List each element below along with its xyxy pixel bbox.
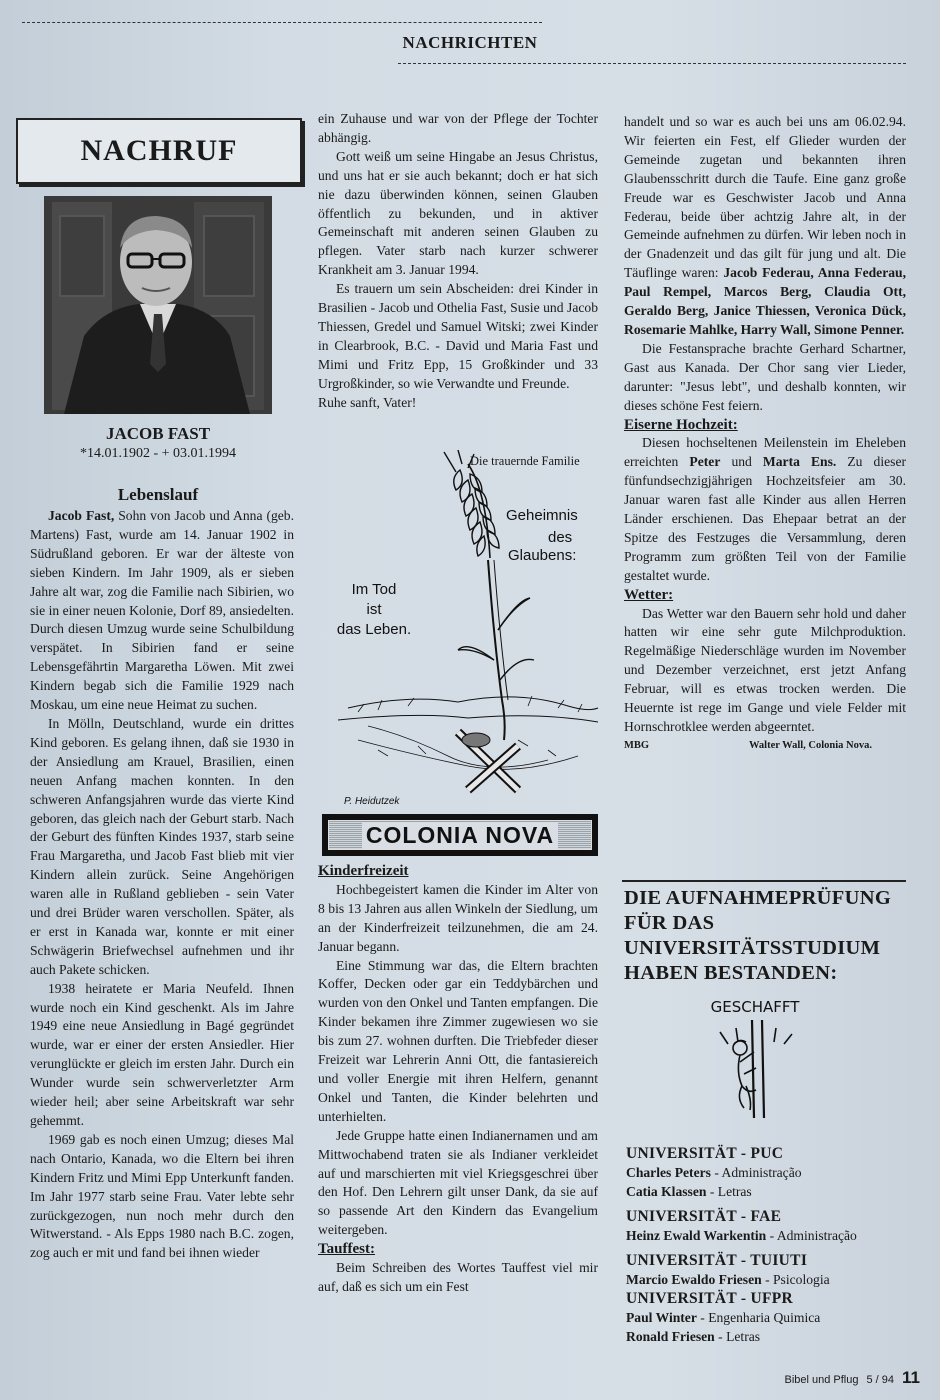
artist-credit: P. Heidutzek — [344, 796, 400, 807]
colonia-nova-banner — [322, 814, 598, 856]
family-signature: Die trauernde Familie — [470, 454, 580, 468]
student-name: Ronald Friesen — [626, 1329, 715, 1344]
student-row — [626, 1270, 916, 1289]
tauffest-heading: Tauffest: — [318, 1241, 375, 1258]
exam-heading: DIE AUFNAHMEPRÜFUNG FÜR DAS UNIVERSITÄTSSTUDIUM HABEN BESTANDEN: — [624, 887, 892, 984]
header-dashed-rule — [398, 63, 906, 64]
student-row — [626, 1226, 916, 1245]
page-footer — [784, 1368, 920, 1388]
nachruf-title-box — [16, 118, 302, 184]
life-dates: *14.01.1902 - + 03.01.1994 — [79, 446, 237, 461]
eiserne-name-marta: Marta Ens. — [762, 454, 837, 470]
colonia-nova-banner-inner — [328, 820, 592, 850]
student-row — [626, 1163, 916, 1182]
eiserne-text-a: Diesen hochseltenen Meilenstein im Eheleben erreichten — [624, 435, 906, 470]
wheat-illustration — [318, 450, 600, 810]
deceased-name: JACOB FAST — [105, 424, 211, 443]
student-row — [626, 1308, 916, 1327]
student-row — [626, 1182, 916, 1201]
festansprache-paragraph: Die Festansprache brachte Gerhard Schartner, Gast aus Kanada. Der Chor sang vier Lieder, darunter: "Jesus lebt", und deshalb konnten, wir dieses schöne Fest feiern. — [624, 340, 906, 413]
bio-paragraph-1-text: Sohn von Jacob und Anna (geb. Martens) Fast, wurde am 14. Januar 1902 in Südrußland geboren. Er war der älteste von sieben Kindern. Im Jahr 1909, als er sieben Jahre alt war, zog die Familie nach Sibirien, wo sie in einer neuen Kolonie, Dorf 89, ansiedelten. Durch diesen Umzug wurde seine Schulbildung verspätet. In Sibirien fand er seine Lebensgefährtin Margaretha Löwen. Mit zwei Kindern begab sich die Familie 1929 nach Moskau, um eine neue Heimat zu suchen. — [30, 508, 295, 713]
student-name: Marcio Ewaldo Friesen — [626, 1272, 762, 1287]
colonia-text — [318, 862, 598, 1297]
tauffest-continued-text: handelt und so war es auch bei uns am 06.02.94. Wir feierten ein Fest, elf Glieder wurden der Gemeinde zugetan und bekannten ihren Glaubensschritt durch die Taufe. Eine ganz große Freude war es Geschwister Jacob und Anna Federau, beide über achtzig Jahre alt, in der Gemeinde aufnehmen zu dürfen. Wir leben noch in der Gnadenzeit und das gilt für jung und alt. Die Täuflinge waren: — [624, 114, 906, 281]
kinder-paragraph-2: Eine Stimmung war das, die Eltern brachten Koffer, Decken oder gar ein Teddybärchen und wurden von den Onkel und Tanten empfangen. Die Kinder bekamen ihre Zimmer zugewiesen wo sie bis zum 27. wohnen durften. Die Triebfeder dieser Freizeit war Lehrerin Anni Ott, die fantasiereich und voller Energie mit ihren Helfern, genannt Onkel und Tanten, die Kinder belehrten und unterhielten. — [318, 957, 598, 1124]
university-heading-puc: UNIVERSITÄT - PUC — [626, 1145, 784, 1162]
portrait-photo — [44, 196, 272, 414]
student-field: - Psicologia — [761, 1272, 830, 1287]
bio-paragraph-2: In Mölln, Deutschland, wurde ein drittes Kind geboren. Es gelang ihnen, daß sie 1930 in der Ansiedlung am Krauel, Brasilien, einen neuen Anfang machen konnten. In den schweren Anfangsjahren wurde das vierte Kind geboren, das gleich nach der Geburt starb. Nach der Geburt des fünften Kindes 1937, starb seine Frau Margaretha, und Jacob Fast blieb mit vier Kindern allein zurück. Seine Angehörigen waren alle in Rußland geblieben - sein Vater und drei Brüder waren verschollen. Später, als er erst in Kanada war, konnte er mit einer Schwägerin Briefwechsel aufnehmen und ihr auch Pakete schicken. — [30, 715, 294, 977]
column-1-text — [30, 507, 294, 1263]
bio-name-bold: Jacob Fast, — [48, 508, 115, 523]
page-number: 11 — [902, 1368, 920, 1387]
university-heading-fae: UNIVERSITÄT - FAE — [626, 1208, 782, 1225]
illus-text-left-3: das Leben. — [336, 621, 412, 638]
col2-paragraph-2: Gott weiß um seine Hingabe an Jesus Christus, und uns hat er sie auch bekannt; doch er hat sich nie dazu überwinden können, seinen Glauben öffentlich zu bekunden, und in aktiver Gemeinschaft mit anderen seinen Glauben zu pflegen. Vater starb nach kurzer schwerer Krankheit am 3. Januar 1994. — [318, 148, 598, 278]
bio-paragraph-3: 1938 heiratete er Maria Neufeld. Ihnen wurde noch ein Kind geschenkt. Als im Jahre 1949 eine neue Ansiedlung in Bagé gegründet wurde, war er einer der ersten Ansiedler. Hier verunglückte er gleich im ersten Jahr. Durch ein Wunder wurde sein schwerverletzter Arm wieder heil; aber seine Arbeitskraft war sehr gehemmt. — [30, 980, 294, 1128]
student-name: Heinz Ewald Warkentin — [626, 1228, 767, 1243]
wetter-heading: Wetter: — [624, 586, 674, 603]
geschafft-drawing — [680, 982, 830, 1122]
wetter-paragraph: Das Wetter war den Bauern sehr hold und daher hatten wir eine sehr gute Milchproduktion. Regelmäßige Niederschläge wurden im November und Dezember verzeichnet, erst jetzt Anfang Februar, will es etwas trocken werden. Die Heuernte ist rege im Gange und viele Felder mit Hornschrotklee werden abgeerntet. — [624, 605, 906, 734]
baptized-names: Jacob Federau, Anna Federau, Paul Rempel, Marcos Berg, Claudia Ott, Geraldo Berg, Janice Thiessen, Veronica Dück, Rosemarie Mahlke, Harry Wall, Simone Penner. — [624, 265, 907, 337]
university-heading-tuiuti: UNIVERSITÄT - TUIUTI — [626, 1252, 808, 1269]
portrait-image — [44, 196, 272, 414]
eiserne-name-peter: Peter — [689, 454, 721, 470]
eiserne-text-e: Zu dieser fünfundsechzigjährigen Hochzeitsfeier am 30. Januar waren fast alle Kinder aus allen Herren Länder erschienen. Das Ehepaar betrat an der Spitze des Festzuges die Versammlung, deren Programm zum größten Teil von der Familie gestaltet wurde. — [624, 454, 907, 583]
kinder-paragraph-3: Jede Gruppe hatte einen Indianernamen und am Mittwochabend traten sie als Indianer verkleidet auf und marschierten mit viel Kriegsgeschrei über den Hof. Den Lehrern gilt unser Dank, da sie auf so passende Art den Kindern das Evangelium weitergeben. — [318, 1127, 598, 1238]
student-field: - Engenharia Quimica — [696, 1310, 821, 1325]
signature-author: Walter Wall, Colonia Nova. — [749, 739, 872, 751]
student-field: - Administração — [710, 1165, 802, 1180]
lebenslauf-heading: Lebenslauf — [117, 485, 199, 504]
student-name: Catia Klassen — [626, 1184, 707, 1199]
colonia-nova-title: COLONIA NOVA — [362, 822, 558, 849]
magazine-name: Bibel und Pflug — [784, 1374, 859, 1386]
student-field: - Letras — [706, 1184, 752, 1199]
bio-paragraph-4: 1969 gab es noch einen Umzug; dieses Mal nach Ontario, Kanada, wo die Eltern bei ihren Kindern Fritz und Mimi Epp Unterkunft fanden. Im Jahr 1977 starb seine Frau. Vater lebte sehr zurückgezogen, nun noch mehr durch den Witwerstand. - Als Epps 1980 nach B.C. zogen, zog auch er mit und fand bei ihnen wieder — [30, 1131, 294, 1261]
eiserne-paragraph — [624, 434, 906, 585]
student-field: - Administração — [766, 1228, 857, 1243]
signature-mbg: MBG — [624, 739, 650, 751]
col2-paragraph-1: ein Zuhause und war von der Pflege der Tochter abhängig. — [318, 111, 598, 145]
column-3-text — [624, 113, 906, 756]
exam-top-rule — [622, 880, 906, 882]
section-header: NACHRICHTEN — [402, 33, 538, 52]
top-dashed-rule — [22, 22, 542, 23]
eiserne-hochzeit-heading: Eiserne Hochzeit: — [624, 416, 738, 433]
illus-text-right-2: des — [548, 529, 573, 546]
col2-paragraph-4: Ruhe sanft, Vater! — [318, 394, 417, 410]
illus-text-left-2: ist — [366, 601, 382, 618]
student-field: - Letras — [714, 1329, 761, 1344]
university-list — [626, 1144, 916, 1346]
issue-number: 5 / 94 — [866, 1374, 895, 1386]
nachruf-title: NACHRUF — [80, 134, 238, 167]
column-3-signature — [624, 737, 906, 756]
illus-text-right-1: Geheimnis — [506, 507, 578, 524]
bio-paragraph-1 — [30, 507, 294, 715]
column-2-text — [318, 110, 598, 413]
tauffest-paragraph-1: Beim Schreiben des Wortes Tauffest viel mir auf, daß es sich um ein Fest — [318, 1260, 598, 1294]
eiserne-text-c: und — [720, 454, 763, 470]
student-name: Paul Winter — [626, 1310, 697, 1325]
student-row — [626, 1327, 916, 1346]
illus-text-right-3: Glaubens: — [508, 547, 577, 564]
tauffest-continued — [624, 113, 906, 340]
kinderfreizeit-heading: Kinderfreizeit — [318, 863, 409, 879]
geschafft-text: GESCHAFFT — [710, 998, 800, 1016]
illus-text-left-1: Im Tod — [351, 581, 397, 598]
col2-paragraph-3: Es trauern um sein Abscheiden: drei Kinder in Brasilien - Jacob und Othelia Fast, Susie und Jacob Thiessen, Gredel und Samuel Witski; zwei Kinder in Clearbrook, B.C. - David und Maria Fast und Mimi und Fritz Epp, 15 Großkinder und 33 Urgroßkinder, so wie Verwandte und Freunde. — [318, 281, 598, 391]
student-name: Charles Peters — [626, 1165, 711, 1180]
kinder-paragraph-1: Hochbegeistert kamen die Kinder im Alter von 8 bis 13 Jahren aus allen Winkeln der Siedlung, um an der Kinderfreizeit teilzunehmen, die am 24. Januar begann. — [318, 881, 598, 954]
university-heading-ufpr: UNIVERSITÄT - UFPR — [626, 1290, 794, 1307]
